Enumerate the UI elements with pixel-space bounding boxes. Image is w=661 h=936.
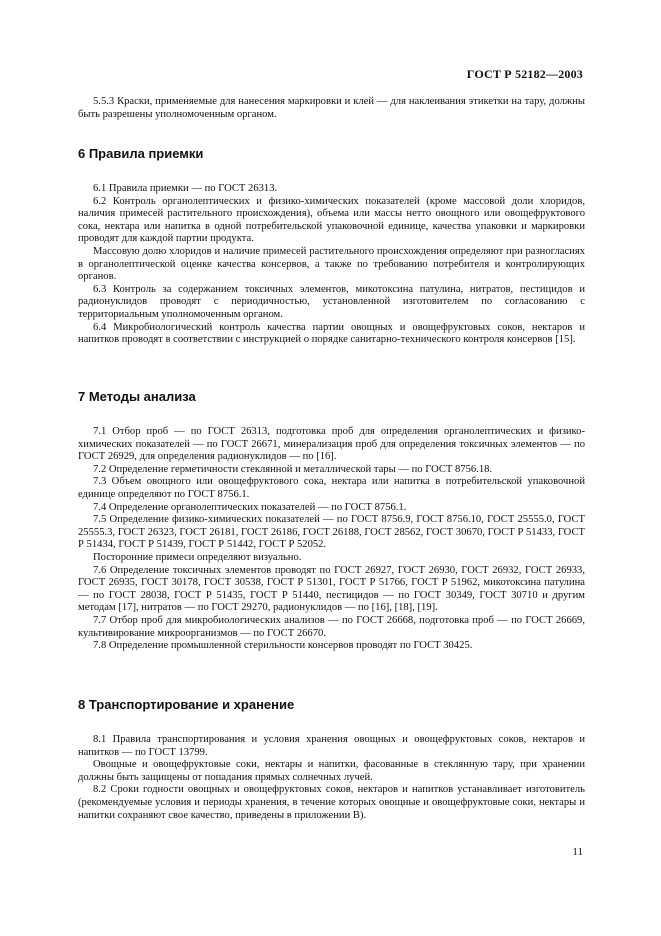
paragraph: 6.3 Контроль за содержанием токсичных элементов, микотоксина патулина, нитратов, пестицидов и радионуклидов проводят с периодичностью, установленной изготовителем по согласованию с территориальным уполномоченным органом. bbox=[78, 283, 585, 320]
paragraph: 7.2 Определение герметичности стеклянной и металлической тары — по ГОСТ 8756.18. bbox=[93, 463, 493, 475]
paragraph: 7.5 Определение физико-химических показателей — по ГОСТ 8756.9, ГОСТ 8756.10, ГОСТ 25555.0, ГОСТ 25555.3, ГОСТ 26323, ГОСТ 26181, ГОСТ 26186, ГОСТ 26188, ГОСТ 28562, ГОСТ 30670, ГОСТ Р 51433, ГОСТ Р 51434, ГОСТ Р 51439, ГОСТ Р 51442, ГОСТ Р 52052. bbox=[78, 514, 585, 551]
paragraph: Овощные и овощефруктовые соки, нектары и напитки, фасованные в стеклянную тару, при хранении должны быть защищены от попадания прямых солнечных лучей. bbox=[78, 759, 585, 783]
section-8-title: 8 Транспортирование и хранение bbox=[78, 697, 295, 712]
paragraph: 7.3 Объем овощного или овощефруктового сока, нектара или напитка в потребительской упаковочной единице определяют по ГОСТ 8756.1. bbox=[78, 476, 585, 500]
section-6-body bbox=[78, 183, 585, 347]
paragraph: 8.2 Сроки годности овощных и овощефруктовых соков, нектаров и напитков устанавливает изготовитель (рекомендуемые условия и периоды хранения, в течение которых овощные и овощефруктовые соки, нектары и напитки сохраняют свое качество, приведены в приложении В). bbox=[78, 784, 585, 821]
paragraph: 7.8 Определение промышленной стерильности консервов проводят по ГОСТ 30425. bbox=[93, 640, 473, 652]
paragraph-5-5-3-block bbox=[78, 96, 585, 121]
section-7-body bbox=[78, 426, 585, 653]
paragraph: 6.4 Микробиологический контроль качества партии овощных и овощефруктовых соков, нектаров и напитков проводят в соответствии с инструкцией о порядке санитарно-технического контроля консервов [15]. bbox=[78, 321, 585, 346]
document-code-header: ГОСТ Р 52182—2003 bbox=[466, 67, 583, 81]
paragraph: 6.2 Контроль органолептических и физико-химических показателей (кроме массовой доли хлоридов, наличия примесей растительного происхождения), объема или массы нетто овощного или овощефруктового сока, нектара или напитка в одной потребительской упаковочной единице, качества упаковки и маркировки проводят для каждой партии продукта. bbox=[78, 195, 585, 245]
paragraph: 8.1 Правила транспортирования и условия хранения овощных и овощефруктовых соков, нектаров и напитков — по ГОСТ 13799. bbox=[78, 734, 585, 758]
paragraph: 7.7 Отбор проб для микробиологических анализов — по ГОСТ 26668, подготовка проб — по ГОСТ 26669, культивирование микроорганизмов — по ГОСТ 26670. bbox=[78, 614, 585, 639]
section-8-body bbox=[78, 734, 585, 822]
paragraph: Посторонние примеси определяют визуально. bbox=[93, 551, 302, 563]
paragraph: 7.1 Отбор проб — по ГОСТ 26313, подготовка проб для определения органолептических и физико-химических показателей — по ГОСТ 26671, минерализация проб для определения токсичных элементов — по ГОСТ 26929, для определения радионуклидов — по [16]. bbox=[78, 426, 585, 463]
section-6-title: 6 Правила приемки bbox=[78, 146, 204, 161]
section-7-title: 7 Методы анализа bbox=[78, 389, 196, 404]
paragraph: 7.4 Определение органолептических показателей — по ГОСТ 8756.1. bbox=[93, 501, 407, 513]
paragraph: 5.5.3 Краски, применяемые для нанесения маркировки и клей — для наклеивания этикетки на тару, должны быть разрешены уполномоченным органом. bbox=[78, 96, 585, 120]
paragraph: 6.1 Правила приемки — по ГОСТ 26313. bbox=[93, 183, 278, 194]
paragraph: 7.6 Определение токсичных элементов проводят по ГОСТ 26927, ГОСТ 26930, ГОСТ 26932, ГОСТ 26933, ГОСТ 26935, ГОСТ 30178, ГОСТ 30538, ГОСТ Р 51301, ГОСТ Р 51766, ГОСТ Р 51962, микотоксина патулина — по ГОСТ 28038, ГОСТ Р 51435, ГОСТ Р 51440, пестицидов — по ГОСТ 30349, ГОСТ 30710 и другим методам [17], нитратов — по ГОСТ 29270, радионуклидов — по [16], [18], [19]. bbox=[78, 564, 585, 614]
page-number: 11 bbox=[572, 846, 583, 858]
paragraph: Массовую долю хлоридов и наличие примесей растительного происхождения определяют при разногласиях в органолептической оценке качества консервов, а также по требованию потребителя и контролирующих органов. bbox=[78, 245, 585, 283]
